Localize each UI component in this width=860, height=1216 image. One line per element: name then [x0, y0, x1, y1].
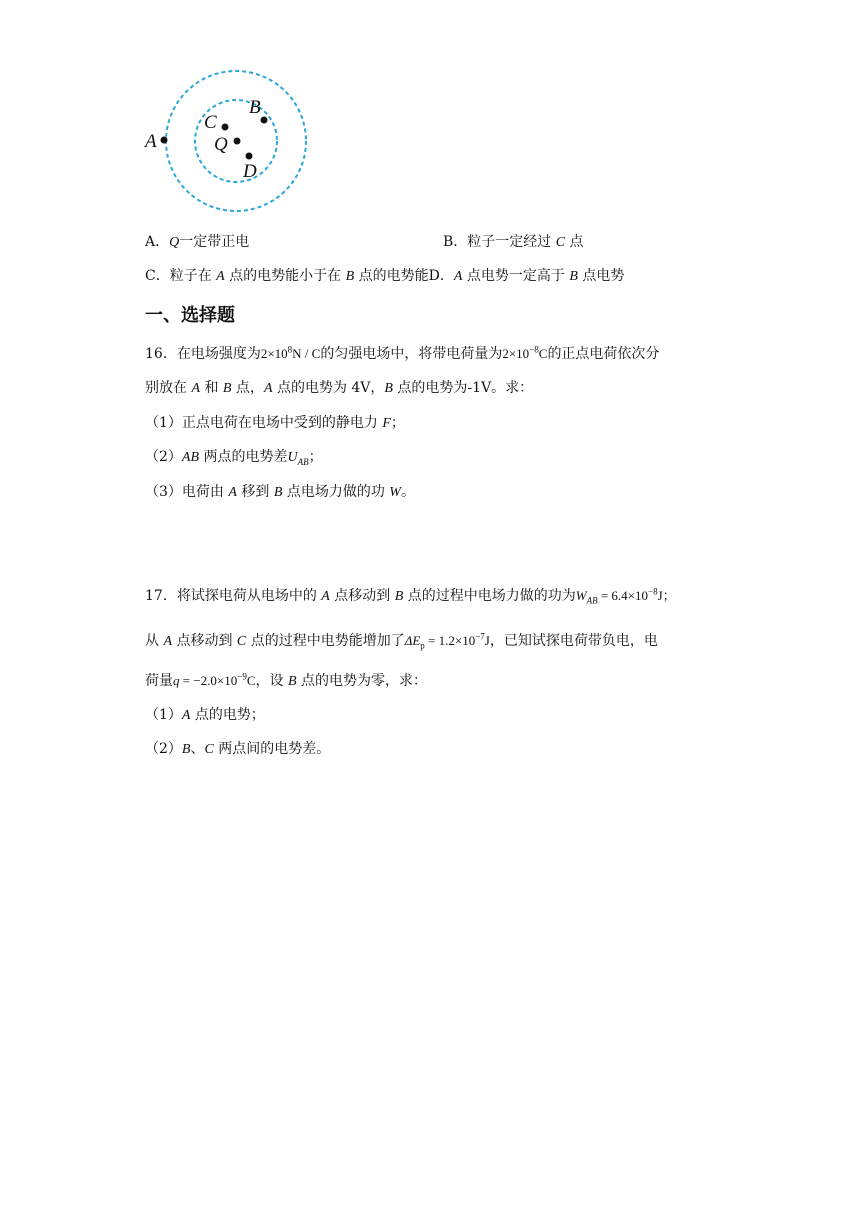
- q17-p1-A: A: [181, 708, 191, 723]
- q16-p1-a: （1）正点电荷在电场中受到的静电力: [145, 415, 383, 431]
- q17-l1-a: 17．将试探电荷从电场中的: [145, 588, 322, 604]
- q16-part-2: [145, 446, 323, 467]
- option-d-v2: B: [569, 269, 578, 284]
- point-A-dot: [161, 137, 168, 144]
- q17-p2-a: （2）: [145, 741, 182, 757]
- q17-dE: ΔE: [404, 633, 421, 648]
- option-c: [145, 268, 429, 284]
- q16-p3-b: 移到: [236, 484, 274, 500]
- q17-W-exp: −8: [648, 586, 658, 597]
- q16-l2-B2: B: [384, 381, 393, 396]
- option-c-suffix: 点的电势能: [354, 268, 429, 284]
- q17-W: W: [575, 588, 587, 603]
- option-a-var: Q: [169, 235, 180, 250]
- q16-intro: 16．在电场强度为: [145, 346, 261, 362]
- q17-p1-b: 点的电势；: [190, 707, 265, 723]
- q17-dE-unit: J: [484, 633, 490, 648]
- q16-p2-U: U: [287, 450, 298, 465]
- label-C: C: [204, 112, 217, 133]
- q17-W-sub: AB: [586, 595, 598, 606]
- q17-part-2: [145, 738, 330, 758]
- option-c-v2: B: [345, 269, 355, 284]
- q16-part-3: [145, 481, 415, 501]
- q16-p2-AB: AB: [181, 450, 200, 465]
- q17-p2-b: 、: [190, 741, 205, 757]
- q17-charge-formula: [173, 673, 256, 688]
- q16-charge-value: 2×10: [502, 346, 530, 361]
- q17-l1-c: 点的过程中电场力做的功为: [403, 588, 576, 604]
- q16-p1-F: F: [382, 416, 391, 431]
- q16-l2-b: 和: [200, 380, 223, 396]
- option-d-suffix: 点电势: [577, 268, 625, 284]
- option-b-suffix: 点: [565, 234, 584, 250]
- q17-l3-B: B: [287, 674, 297, 689]
- option-c-prefix: C．粒子在: [145, 268, 217, 284]
- point-C-dot: [222, 124, 229, 131]
- q17-p2-B: B: [181, 742, 191, 757]
- q17-energy-formula: [404, 631, 490, 651]
- option-d-prefix: D．: [428, 268, 454, 284]
- q17-part-1: [145, 704, 265, 724]
- q16-p2-c: ；: [308, 449, 323, 465]
- q17-W-unit: J；: [657, 588, 676, 603]
- q16-l2-A2: A: [263, 381, 273, 396]
- q17-l3-a: 荷量: [145, 673, 173, 689]
- q17-dE-exp: −7: [475, 631, 485, 642]
- q17-p1-a: （1）: [145, 707, 182, 723]
- option-c-d-line: [145, 265, 624, 285]
- q16-field-value: 2×10: [260, 346, 288, 361]
- option-c-v1: A: [216, 269, 225, 284]
- q16-p3-W: W: [389, 485, 401, 500]
- q17-p2-C: C: [204, 742, 214, 757]
- option-c-mid: 点的电势能小于在: [224, 268, 346, 284]
- q17-l1-B: B: [394, 589, 404, 604]
- q16-p3-A: A: [228, 485, 237, 500]
- q16-l2-B: B: [222, 381, 232, 396]
- option-a-text: 一定带正电: [179, 234, 250, 250]
- q17-work-formula: [575, 586, 676, 606]
- q17-dE-sub: p: [420, 640, 425, 651]
- q16-text-c: 的正点电荷依次分: [547, 346, 660, 362]
- point-D-dot: [246, 153, 253, 160]
- q17-l2-a: 从: [145, 633, 164, 649]
- q17-p2-c: 两点间的电势差。: [213, 741, 331, 757]
- option-d-mid: 点电势一定高于: [462, 268, 570, 284]
- q17-l1-A: A: [321, 589, 330, 604]
- q16-p2-b: 两点的电势差: [199, 449, 288, 465]
- point-Q-dot: [234, 138, 241, 145]
- option-a-prefix: A．: [145, 234, 170, 250]
- section-title: 一、选择题: [145, 305, 235, 326]
- q16-part-1: [145, 412, 405, 432]
- concentric-circles-figure: [140, 60, 320, 225]
- q17-line-2: [145, 630, 658, 651]
- q17-q-value: = −2.0×10: [179, 673, 238, 688]
- q16-charge: [502, 346, 547, 361]
- q17-l1-b: 点移动到: [329, 588, 395, 604]
- q16-field-exp: 8: [287, 344, 293, 355]
- q16-l2-a: 别放在: [145, 380, 192, 396]
- option-d: [429, 268, 625, 284]
- q16-l2-e: 点的电势为-1V。求：: [392, 380, 534, 396]
- q16-charge-exp: −8: [529, 344, 539, 355]
- q17-l2-d: ，已知试探电荷带负电，电: [489, 633, 658, 649]
- q17-W-value: = 6.4×10: [597, 588, 649, 603]
- q16-l2-d: 点的电势为 4V，: [272, 380, 385, 396]
- q17-l2-C: C: [236, 634, 247, 649]
- q17-line-3: [145, 670, 427, 690]
- q16-p2-a: （2）: [145, 449, 182, 465]
- q17-q: q: [173, 673, 180, 688]
- q16-l2-c: 点，: [231, 380, 264, 396]
- label-A: A: [145, 131, 157, 152]
- q16-p3-a: （3）电荷由: [145, 484, 229, 500]
- label-Q: Q: [214, 134, 228, 155]
- q17-q-unit: C: [246, 673, 256, 688]
- q17-line-1: [145, 585, 676, 606]
- label-D: D: [243, 161, 257, 182]
- q16-charge-unit: C: [538, 346, 548, 361]
- option-b: [443, 231, 584, 251]
- q16-line-2: [145, 377, 533, 397]
- q17-l2-A: A: [163, 634, 173, 649]
- q16-text-b: 的匀强电场中，将带电荷量为: [320, 346, 503, 362]
- q16-p3-B: B: [273, 485, 283, 500]
- option-b-prefix: B．粒子一定经过: [443, 234, 556, 250]
- point-B-dot: [261, 117, 268, 124]
- q16-l2-A: A: [191, 381, 201, 396]
- label-B: B: [249, 97, 261, 118]
- q16-p3-d: 。: [400, 484, 415, 500]
- q17-q-exp: −9: [237, 671, 247, 682]
- q17-dE-value: = 1.2×10: [424, 633, 476, 648]
- q16-p1-b: ；: [390, 415, 405, 431]
- q16-field-strength: [261, 346, 321, 361]
- q16-line-1: [145, 343, 659, 363]
- q16-field-unit: N / C: [292, 346, 321, 361]
- q17-l3-b: ，设: [255, 673, 288, 689]
- option-d-v1: A: [453, 269, 463, 284]
- q17-l2-c: 点的过程中电势能增加了: [246, 633, 405, 649]
- q16-p2-sub: AB: [297, 456, 309, 467]
- q16-p3-c: 点电场力做的功: [282, 484, 390, 500]
- q17-l3-c: 点的电势为零，求：: [296, 673, 427, 689]
- option-b-var: C: [555, 235, 566, 250]
- option-a: [145, 231, 249, 251]
- q17-l2-b: 点移动到: [172, 633, 237, 649]
